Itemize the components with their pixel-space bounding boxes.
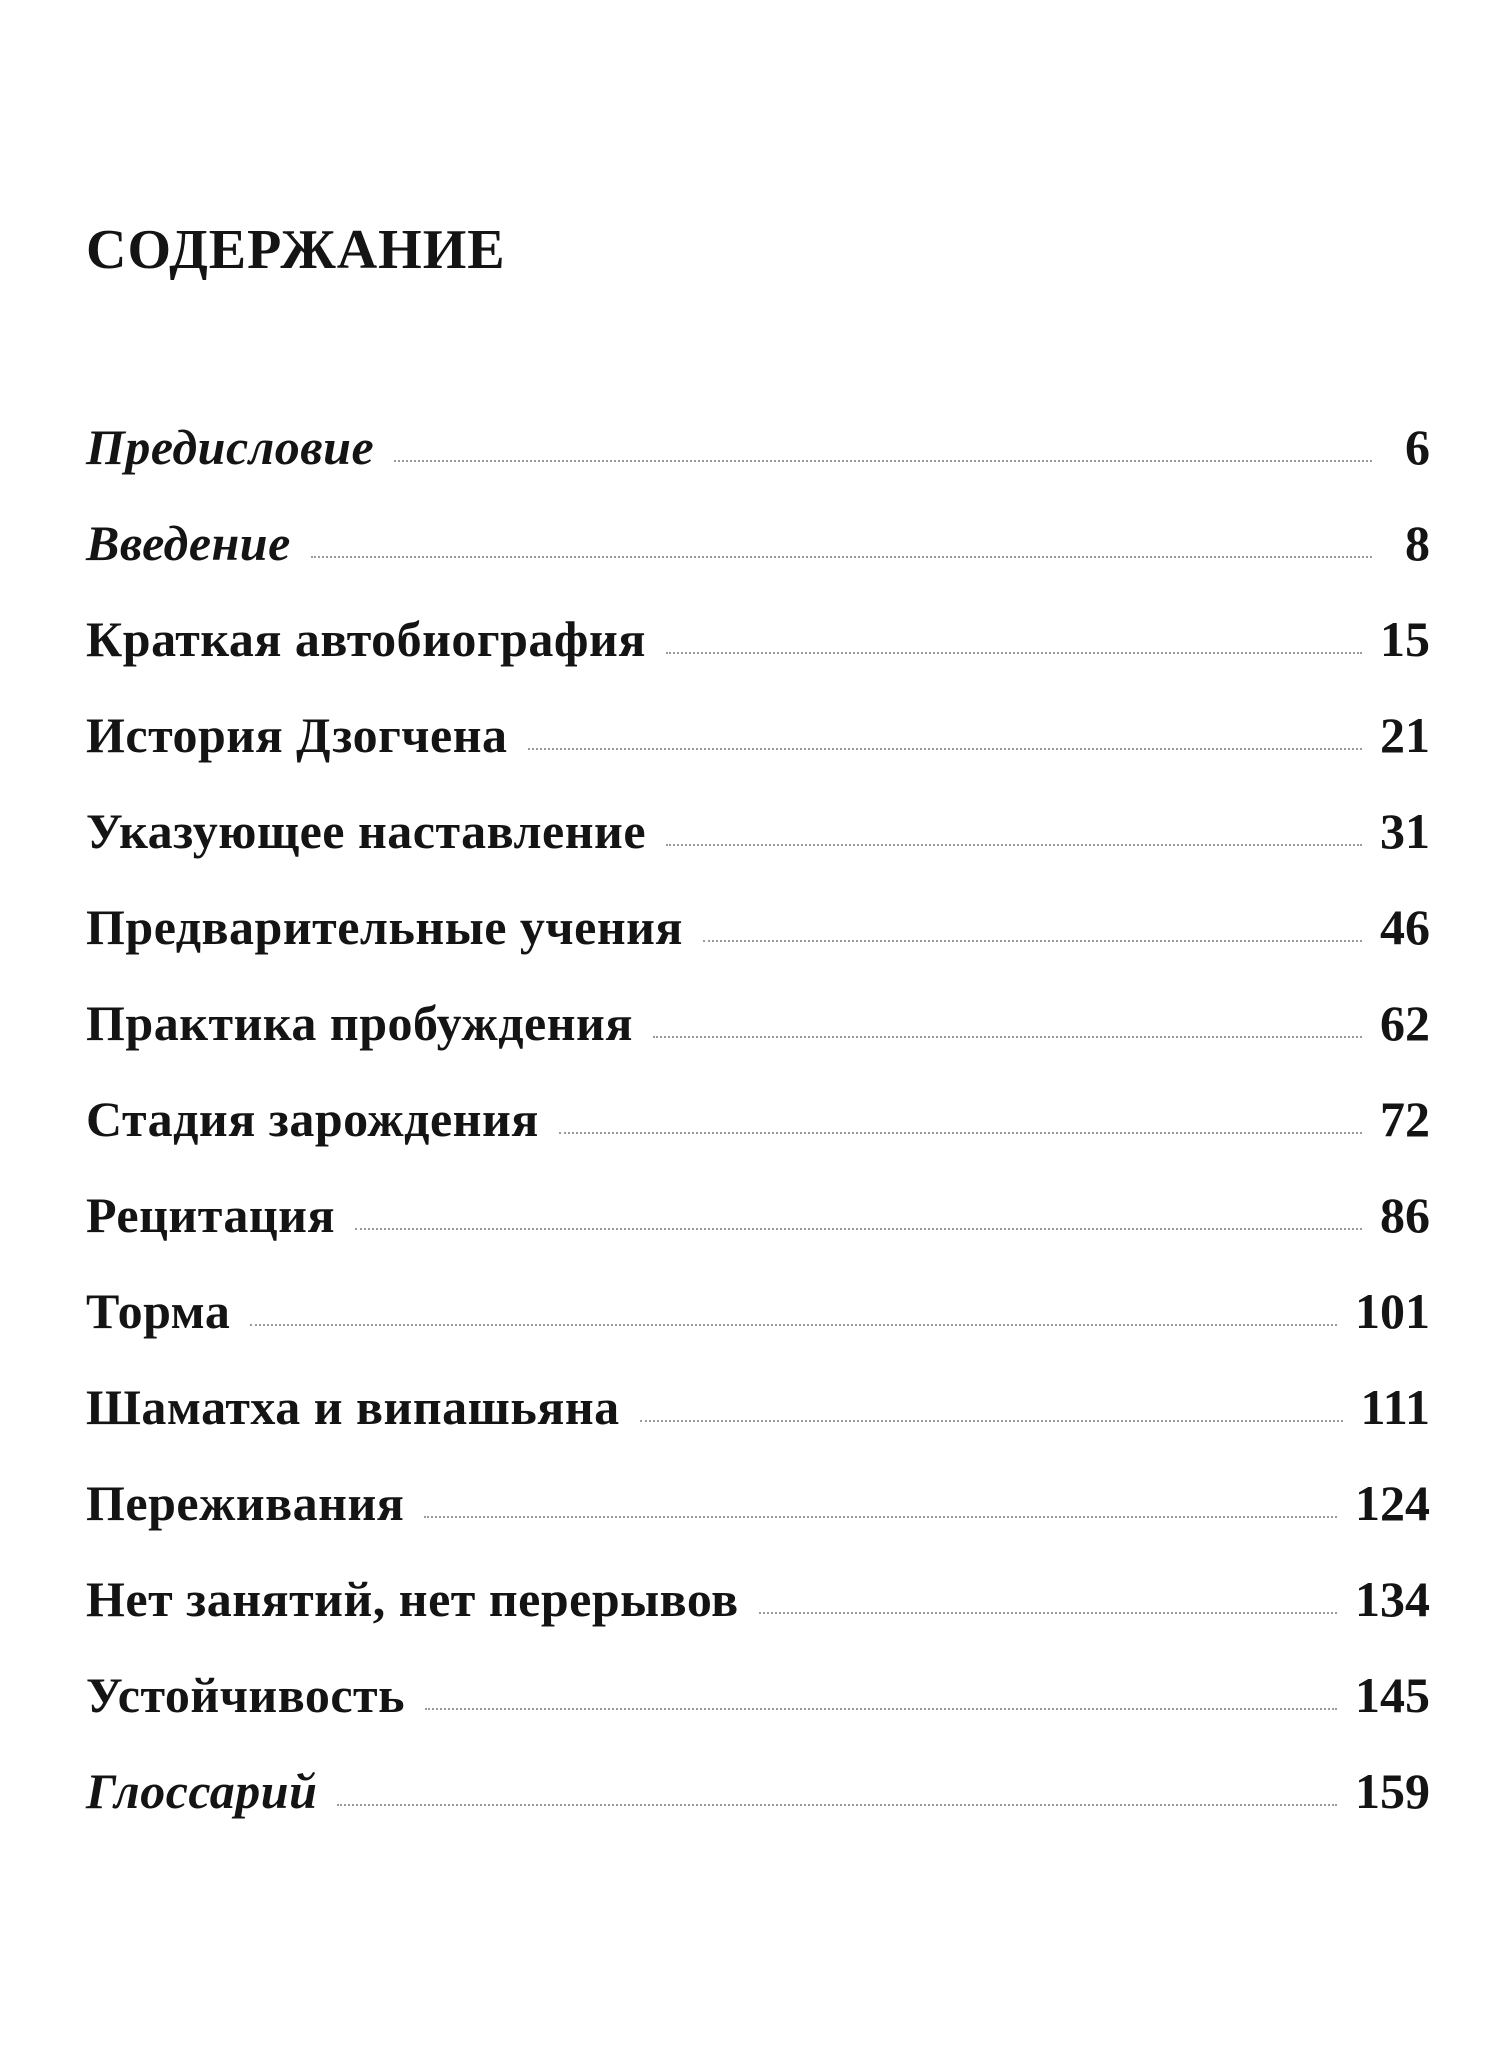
toc-entry [86,803,1430,902]
toc-entry-page: 31 [1380,803,1430,859]
toc-entry [86,1667,1430,1766]
toc-entry-page: 62 [1380,995,1430,1051]
dot-leader [666,652,1362,654]
toc-entry-title: Устойчивость [86,1667,406,1723]
toc-entry [86,1091,1430,1190]
toc-entry-page: 6 [1405,419,1430,475]
toc-entry-page: 101 [1355,1283,1430,1339]
dot-leader [355,1228,1362,1230]
toc-entry [86,899,1430,998]
dot-leader [311,556,1372,558]
toc-entry [86,1763,1430,1862]
toc-entry-page: 8 [1405,515,1430,571]
toc-entry-page: 15 [1380,611,1430,667]
toc-entry [86,515,1430,614]
dot-leader [666,844,1362,846]
dot-leader [703,940,1362,942]
toc-entry [86,1571,1430,1670]
toc-entry-page: 86 [1380,1187,1430,1243]
dot-leader [759,1612,1337,1614]
toc-entry-title: Стадия зарождения [86,1091,539,1147]
page-title: СОДЕРЖАНИЕ [86,219,506,281]
toc-entry-title: Переживания [86,1475,405,1531]
dot-leader [250,1324,1337,1326]
dot-leader [653,1036,1362,1038]
toc-entry-title: Нет занятий, нет перерывов [86,1571,739,1627]
dot-leader [640,1420,1343,1422]
toc-entry [86,707,1430,806]
toc-entry [86,1379,1430,1478]
dot-leader [425,1708,1337,1710]
toc-entry [86,1283,1430,1382]
toc-entry-title: Торма [86,1283,231,1339]
toc-entry-page: 72 [1380,1091,1430,1147]
toc-entry [86,419,1430,518]
toc-entry-title: Предисловие [86,419,375,475]
dot-leader [559,1132,1362,1134]
toc-entry-title: Рецитация [86,1187,336,1243]
toc-entry-title: История Дзогчена [86,707,508,763]
toc-entry-page: 159 [1355,1763,1430,1819]
dot-leader [528,748,1362,750]
toc-entry-page: 124 [1355,1475,1430,1531]
toc-entry-title: Практика пробуждения [86,995,633,1051]
toc-entry-page: 21 [1380,707,1430,763]
toc-entry-title: Введение [86,515,291,571]
toc-entry-title: Глоссарий [86,1763,318,1819]
toc-entry [86,1475,1430,1574]
toc-entry-page: 134 [1355,1571,1430,1627]
table-of-contents [86,419,1430,1862]
toc-entry-page: 111 [1360,1379,1430,1435]
toc-entry [86,1187,1430,1286]
dot-leader [394,460,1372,462]
toc-entry-page: 145 [1355,1667,1430,1723]
dot-leader [337,1804,1337,1806]
toc-entry-title: Краткая автобиография [86,611,646,667]
dot-leader [424,1516,1337,1518]
toc-entry-title: Указующее наставление [86,803,647,859]
toc-entry [86,611,1430,710]
toc-entry-title: Шаматха и випашьяна [86,1379,620,1435]
toc-entry [86,995,1430,1094]
toc-entry-page: 46 [1380,899,1430,955]
toc-entry-title: Предварительные учения [86,899,683,955]
